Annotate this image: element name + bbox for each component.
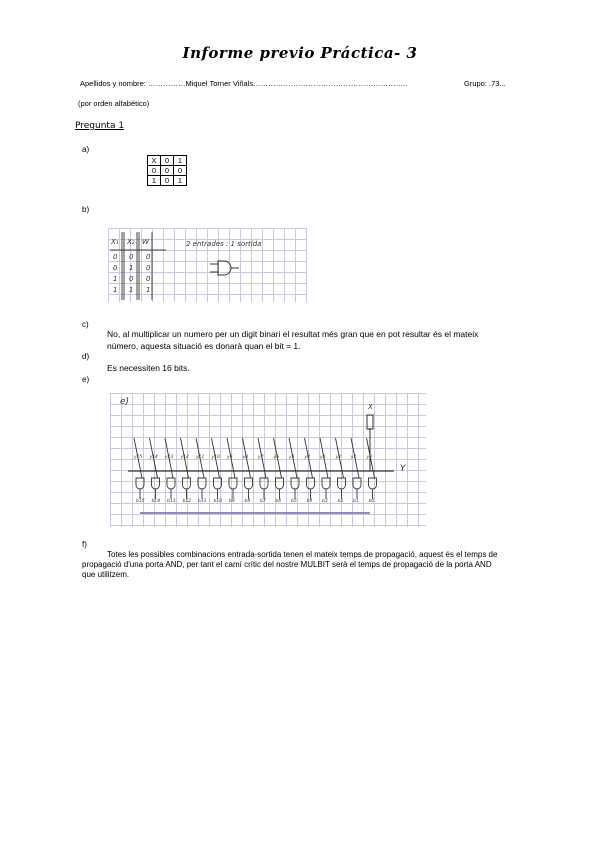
and-gate (276, 478, 284, 489)
input-label: y3 (320, 455, 326, 460)
table-cell: 1 (148, 176, 161, 186)
sketch-cell: 1 (129, 264, 134, 272)
item-a-label: a) (82, 145, 90, 154)
sketch-cell: 0 (129, 253, 134, 261)
input-label: y4 (304, 455, 311, 460)
output-label: b13 (167, 499, 176, 504)
and-gate (369, 478, 377, 489)
sketch-cell: 0 (146, 264, 151, 272)
item-e-label: e) (82, 375, 90, 384)
handwritten-table-sketch (108, 228, 307, 302)
answer-f-line2: propagació d'una porta AND, per tant el camí crític del nostre MULBIT serà el temps de propagació de la porta AND (82, 560, 492, 569)
group-field: Grupo: .73... (464, 79, 506, 88)
table-header-row (148, 156, 187, 166)
and-gate (245, 478, 253, 489)
output-label: b1 (353, 499, 359, 504)
and-gate (136, 478, 144, 489)
output-label: b14 (151, 499, 161, 504)
and-gate (183, 478, 191, 489)
circuit-drawing (110, 393, 426, 527)
x-label: X (368, 403, 373, 411)
and-gate (291, 478, 299, 489)
output-label: b4 (306, 499, 313, 504)
section-heading: Pregunta 1 (75, 121, 125, 131)
table-cell: 0 (161, 156, 174, 166)
sketch-cell: 1 (129, 286, 134, 294)
output-label: b10 (213, 499, 223, 504)
and-gate (338, 478, 346, 489)
and-gate (214, 478, 222, 489)
input-label: y6 (273, 455, 280, 460)
input-label: y2 (335, 455, 342, 460)
output-label: b11 (198, 499, 207, 504)
page-title: Informe previo Práctica- 3 (182, 44, 418, 62)
item-b-label: b) (82, 205, 90, 214)
output-label: b3 (322, 499, 328, 504)
table-cell: 1 (174, 176, 187, 186)
table-cell: 0 (161, 176, 174, 186)
table-row (148, 166, 187, 176)
input-label: y14 (149, 455, 158, 460)
table-cell: 1 (174, 156, 187, 166)
input-label: y0 (366, 455, 373, 460)
and-gate (198, 478, 206, 489)
name-line: Apellidos y nombre: ……………Miquel Torner Viñals…………………………………………………….. (80, 79, 408, 88)
output-label: b5 (291, 499, 297, 504)
item-f-label: f) (82, 540, 87, 549)
and-gate (307, 478, 315, 489)
item-c-label: c) (82, 320, 89, 329)
input-label: y7 (258, 455, 264, 460)
table-cell: X (148, 156, 161, 166)
output-label: b2 (337, 499, 344, 504)
output-label: b7 (260, 499, 266, 504)
answer-d: Es necessiten 16 bits. (107, 363, 190, 373)
sketch-note: 2 entrades : 1 sortida (186, 240, 262, 248)
input-label: y10 (211, 455, 220, 460)
truth-table (147, 155, 187, 186)
sketch-cell: 0 (146, 253, 151, 261)
table-cell: 0 (148, 166, 161, 176)
output-label: b8 (244, 499, 251, 504)
answer-c-line2: número, aquesta situació es donarà quan el bit = 1. (107, 341, 301, 351)
output-label: b12 (182, 499, 192, 504)
input-label: y11 (196, 455, 205, 460)
output-label: b0 (368, 499, 375, 504)
input-label: y15 (134, 455, 143, 460)
table-row (148, 176, 187, 186)
handwritten-circuit-sketch (110, 393, 426, 527)
and-gate (260, 478, 268, 489)
answer-f-line1: Totes les possibles combinacions entrada-sortida tenen el mateix temps de propagació, aquest és el temps de (107, 550, 498, 559)
and-gate (167, 478, 175, 489)
output-label: b9 (229, 499, 235, 504)
input-label: y12 (180, 455, 189, 460)
sketch-corner-label: e) (120, 397, 130, 407)
order-note: (por orden alfabético) (78, 99, 150, 108)
input-label: y5 (289, 455, 295, 460)
sketch-cell: 0 (129, 275, 134, 283)
sketch-cell: 0 (146, 275, 151, 283)
and-gate (322, 478, 330, 489)
sketch-cell: 1 (146, 286, 151, 294)
input-label: y1 (351, 455, 357, 460)
sketch-cell: 1 (113, 286, 118, 294)
output-label: b15 (136, 499, 145, 504)
and-gate (152, 478, 160, 489)
input-label: y9 (227, 455, 233, 460)
answer-f-line3: que utilitzem. (82, 570, 130, 579)
output-label: b6 (275, 499, 282, 504)
and-gate (353, 478, 361, 489)
sketch-col-x2: X₂ (127, 238, 135, 246)
x-input-marker (367, 415, 373, 429)
y-label: Y (400, 464, 406, 474)
item-d-label: d) (82, 352, 90, 361)
sketch-cell: 0 (113, 253, 118, 261)
and-gate (229, 478, 237, 489)
sketch-col-w: W (142, 238, 149, 246)
sketch-cell: 1 (113, 275, 118, 283)
sketch-cell: 0 (113, 264, 118, 272)
input-label: y8 (242, 455, 249, 460)
input-label: y13 (165, 455, 174, 460)
sketch-col-x1: X₁ (111, 238, 119, 246)
table-cell: 0 (174, 166, 187, 176)
table-cell: 0 (161, 166, 174, 176)
answer-c-line1: No, al multiplicar un numero per un digit binari el resultat més gran que en pot resultar és el mateix (107, 329, 479, 339)
